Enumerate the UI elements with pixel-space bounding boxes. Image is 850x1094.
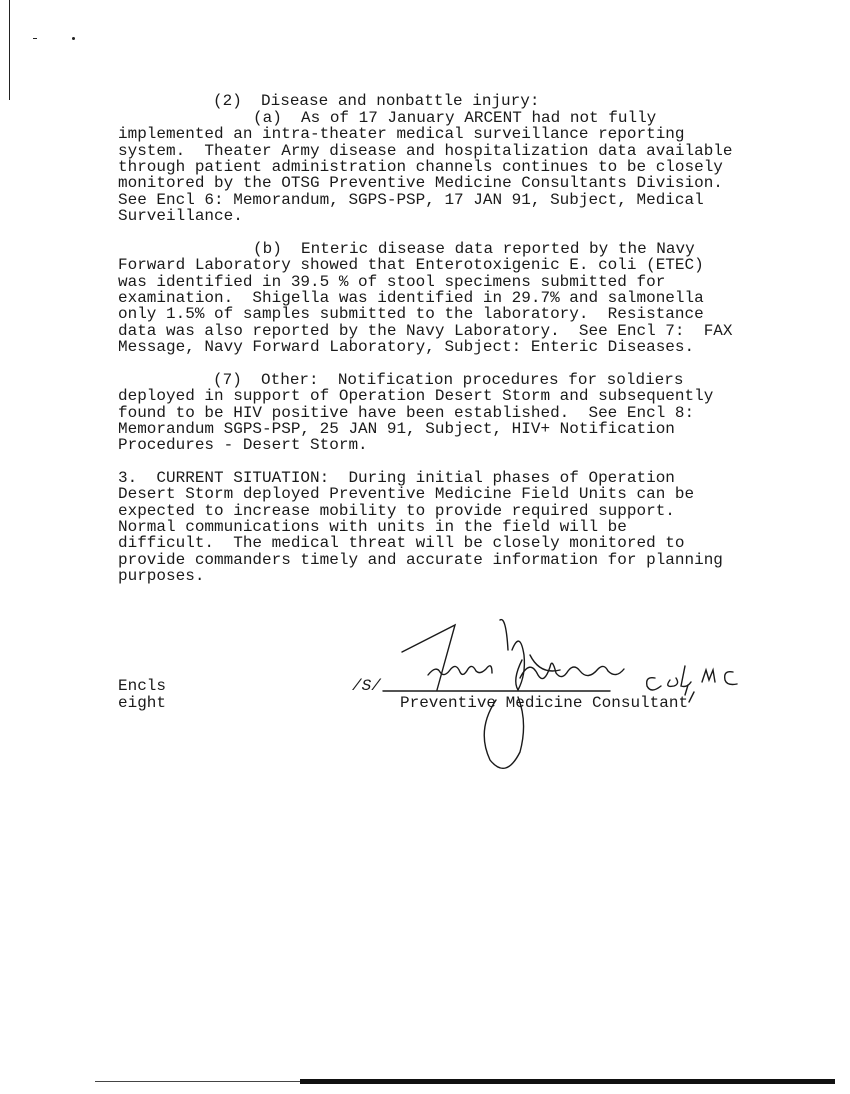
- signature-title: Preventive Medicine Consultant: [400, 694, 689, 712]
- text-line: data was also reported by the Navy Laboratory. See Encl 7: FAX: [118, 321, 733, 340]
- text-line: examination. Shigella was identified in 29.7% and salmonella: [118, 289, 704, 308]
- margin-mark: [72, 37, 75, 40]
- text-line: system. Theater Army disease and hospitalization data available: [118, 141, 733, 160]
- text-line: monitored by the OTSG Preventive Medicine Consultants Division.: [118, 174, 723, 193]
- text-line: deployed in support of Operation Desert Storm and subsequently: [118, 387, 714, 406]
- paragraph-a: [118, 110, 818, 224]
- handwritten-signature: [380, 600, 800, 800]
- paragraph-3-current-situation: [118, 470, 818, 584]
- text-line: purposes.: [118, 567, 205, 586]
- text-line: through patient administration channels continues to be closely: [118, 158, 723, 177]
- text-line: Surveillance.: [118, 207, 243, 226]
- text-line: only 1.5% of samples submitted to the laboratory. Resistance: [118, 305, 704, 324]
- text-line: Forward Laboratory showed that Enterotoxigenic E. coli (ETEC): [118, 256, 704, 275]
- text-line: (b) Enteric disease data reported by the Navy: [253, 240, 695, 258]
- text-line: Message, Navy Forward Laboratory, Subject: Enteric Diseases.: [118, 338, 695, 357]
- section-2-heading: (2) Disease and nonbattle injury:: [213, 92, 540, 110]
- text-line: Desert Storm deployed Preventive Medicine Field Units can be: [118, 485, 695, 504]
- text-line: (a) As of 17 January ARCENT had not fully: [253, 109, 657, 127]
- enclosures-label: Encls: [118, 677, 167, 695]
- enclosures-count: eight: [118, 694, 167, 712]
- margin-mark: [9, 0, 10, 100]
- text-line: implemented an intra-theater medical surveillance reporting: [118, 125, 685, 144]
- text-line: found to be HIV positive have been established. See Encl 8:: [118, 403, 695, 422]
- text-line: Procedures - Desert Storm.: [118, 436, 368, 455]
- text-line: Memorandum SGPS-PSP, 25 JAN 91, Subject, HIV+ Notification: [118, 420, 675, 439]
- text-line: provide commanders timely and accurate information for planning: [118, 550, 723, 569]
- signature-prefix: /S/: [352, 677, 381, 695]
- text-line: expected to increase mobility to provide required support.: [118, 501, 675, 520]
- text-line: (7) Other: Notification procedures for soldiers: [213, 371, 684, 389]
- paragraph-7: [118, 372, 818, 454]
- margin-mark: [33, 38, 37, 39]
- text-line: 3. CURRENT SITUATION: During initial phases of Operation: [118, 469, 675, 487]
- paragraph-b: [118, 241, 818, 355]
- page-bottom-rule-thick: [300, 1079, 835, 1084]
- text-line: difficult. The medical threat will be closely monitored to: [118, 534, 685, 553]
- text-line: was identified in 39.5 % of stool specimens submitted for: [118, 272, 666, 291]
- text-line: Normal communications with units in the field will be: [118, 518, 627, 537]
- text-line: See Encl 6: Memorandum, SGPS-PSP, 17 JAN 91, Subject, Medical: [118, 190, 704, 209]
